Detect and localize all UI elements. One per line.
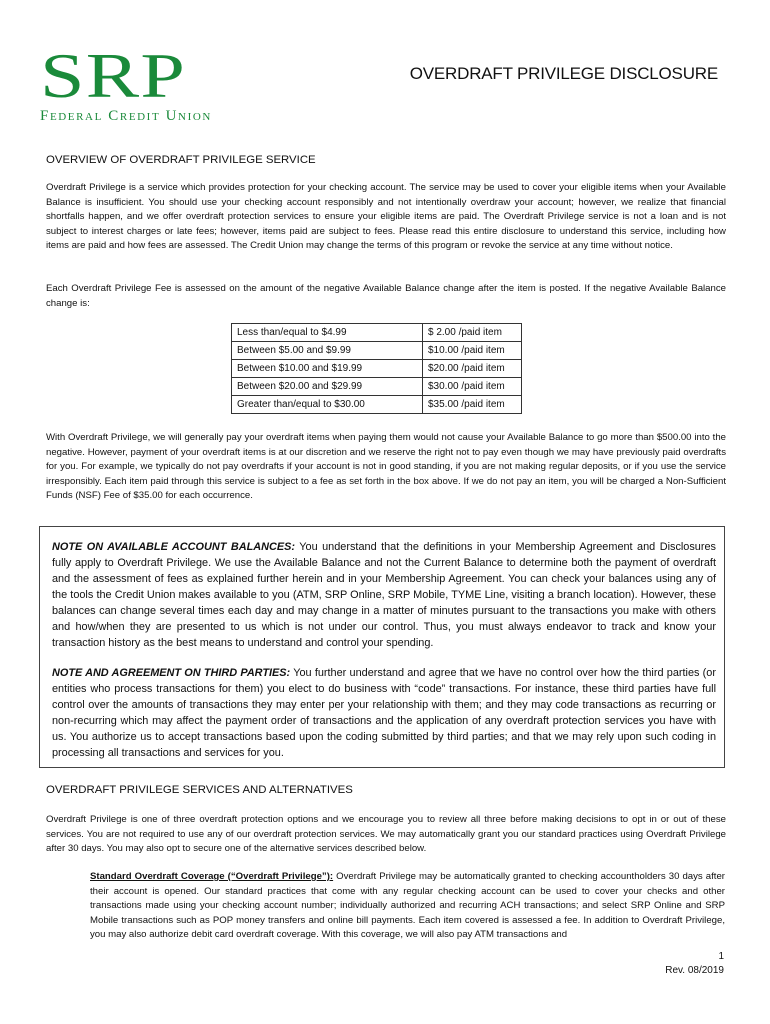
table-row bbox=[232, 378, 522, 396]
logo-subtitle: Federal Credit Union bbox=[40, 108, 212, 124]
note-third-label: NOTE AND AGREEMENT ON THIRD PARTIES: bbox=[52, 667, 291, 679]
note-balances-text: You understand that the definitions in your Membership Agreement and Disclosures fully apply to Overdraft Privilege. We use the Available Balance and not the Current Balance to determine both the payment of overdraft and the assessment of fees as explained further herein and in your Membership Agreement. You can check your balances using any of the tools the Credit Union makes available to you (ATM, SRP Online, SRP Mobile, TYME Line, visiting a branch location). However, these balances can change several times each day and may change in a matter of minutes pursuant to the transactions you make with others and how/when they are presented to us which is not under our control. Thus, you must always endeavor to track and know your transaction history as the best means to understand and control your spending. bbox=[52, 541, 716, 649]
page-title: OVERDRAFT PRIVILEGE DISCLOSURE bbox=[409, 64, 718, 83]
fee-amount-cell: $30.00 /paid item bbox=[423, 378, 522, 396]
table-row bbox=[232, 324, 522, 342]
overview-paragraph: Overdraft Privilege is a service which provides protection for your checking account. The service may be used to cover your eligible items when your Available Balance is insufficient. You should use your checking account responsibly and not intentionally overdraw your account; however, we realize that financial shortfalls happen, and we offer overdraft protection services to ensure your eligible items are paid. The Overdraft Privilege service is not a loan and is not subject to interest charges or late fees; however, items paid are subject to fees. Please read this entire disclosure to understand this service, including how items are paid and how fees are assessed. The Credit Union may change the terms of this program or revoke the service at any time without notice. bbox=[46, 182, 726, 252]
note-available-balances bbox=[52, 539, 716, 651]
note-third-text: You further understand and agree that we have no control over how the third parties (or entities who process transactions for them) you elect to do business with “code” transactions. For instance, these third parties have full control over the amounts of transactions they may enter per your relationship with them; and they may code transactions as recurring or non-recurring which may affect the payment order of transactions and the application of any overdraft protection services you have with us. You authorize us to accept transactions based upon the coding submitted by third parties; and that we may rely upon such coding in processing all transactions and services for you. bbox=[52, 667, 716, 759]
fee-range-cell: Greater than/equal to $30.00 bbox=[232, 396, 423, 414]
srp-logo bbox=[38, 40, 258, 124]
overdraft-payment-paragraph: With Overdraft Privilege, we will generally pay your overdraft items when paying them would not cause your Available Balance to go more than $500.00 into the negative. However, payment of your overdraft items is at our discretion and we reserve the right not to pay even though we may have previously paid overdrafts for you. For example, we typically do not pay overdrafts if your account is not in good standing, if you are not making regular deposits, or if you use the service irresponsibly. Each item paid through this service is subject to a fee as set forth in the box above. If we do not pay an item, you will be charged a Non-Sufficient Funds (NSF) Fee of $35.00 for each occurrence. bbox=[46, 432, 726, 502]
standard-coverage-paragraph bbox=[90, 870, 725, 943]
fee-table bbox=[231, 323, 522, 414]
logo-wordmark: SRP bbox=[40, 40, 187, 111]
table-row bbox=[232, 396, 522, 414]
services-heading: OVERDRAFT PRIVILEGE SERVICES AND ALTERNATIVES bbox=[46, 784, 353, 796]
services-paragraph: Overdraft Privilege is one of three overdraft protection options and we encourage you to review all three before making decisions to opt in or out of these services. You are not required to use any of our overdraft protection services. We may automatically grant you our standard practices using Overdraft Privilege after 30 days. You may also opt to secure one of the alternative services described below. bbox=[46, 814, 726, 855]
fee-amount-cell: $35.00 /paid item bbox=[423, 396, 522, 414]
overview-heading: OVERVIEW OF OVERDRAFT PRIVILEGE SERVICE bbox=[46, 154, 316, 166]
fee-amount-cell: $10.00 /paid item bbox=[423, 342, 522, 360]
fee-amount-cell: $ 2.00 /paid item bbox=[423, 324, 522, 342]
table-row bbox=[232, 360, 522, 378]
note-third-parties bbox=[52, 665, 716, 761]
fee-intro-paragraph: Each Overdraft Privilege Fee is assessed on the amount of the negative Available Balance change after the item is posted. If the negative Available Balance change is: bbox=[46, 283, 726, 309]
table-row bbox=[232, 342, 522, 360]
notes-box bbox=[39, 526, 725, 768]
fee-range-cell: Between $10.00 and $19.99 bbox=[232, 360, 423, 378]
fee-range-cell: Between $5.00 and $9.99 bbox=[232, 342, 423, 360]
fee-amount-cell: $20.00 /paid item bbox=[423, 360, 522, 378]
standard-coverage-label: Standard Overdraft Coverage (“Overdraft Privilege”): bbox=[90, 871, 334, 882]
revision-date: Rev. 08/2019 bbox=[665, 965, 724, 976]
page-footer bbox=[665, 950, 724, 978]
note-balances-label: NOTE ON AVAILABLE ACCOUNT BALANCES: bbox=[52, 541, 295, 553]
fee-range-cell: Less than/equal to $4.99 bbox=[232, 324, 423, 342]
standard-coverage-text: Overdraft Privilege may be automatically granted to checking accountholders 30 days after their account is opened. Our standard practices that come with any regular checking account can be used to cover your checks and other transactions made using your checking account number; individually authorized and recurring ACH transactions; and select SRP Online and SRP Mobile transactions such as POP money transfers and online bill payments. Each item covered is assessed a fee. In addition to Overdraft Privilege, you may also authorize debit card overdraft coverage. With this coverage, we will also pay ATM transactions and bbox=[90, 871, 725, 941]
page-number: 1 bbox=[718, 951, 724, 962]
fee-range-cell: Between $20.00 and $29.99 bbox=[232, 378, 423, 396]
